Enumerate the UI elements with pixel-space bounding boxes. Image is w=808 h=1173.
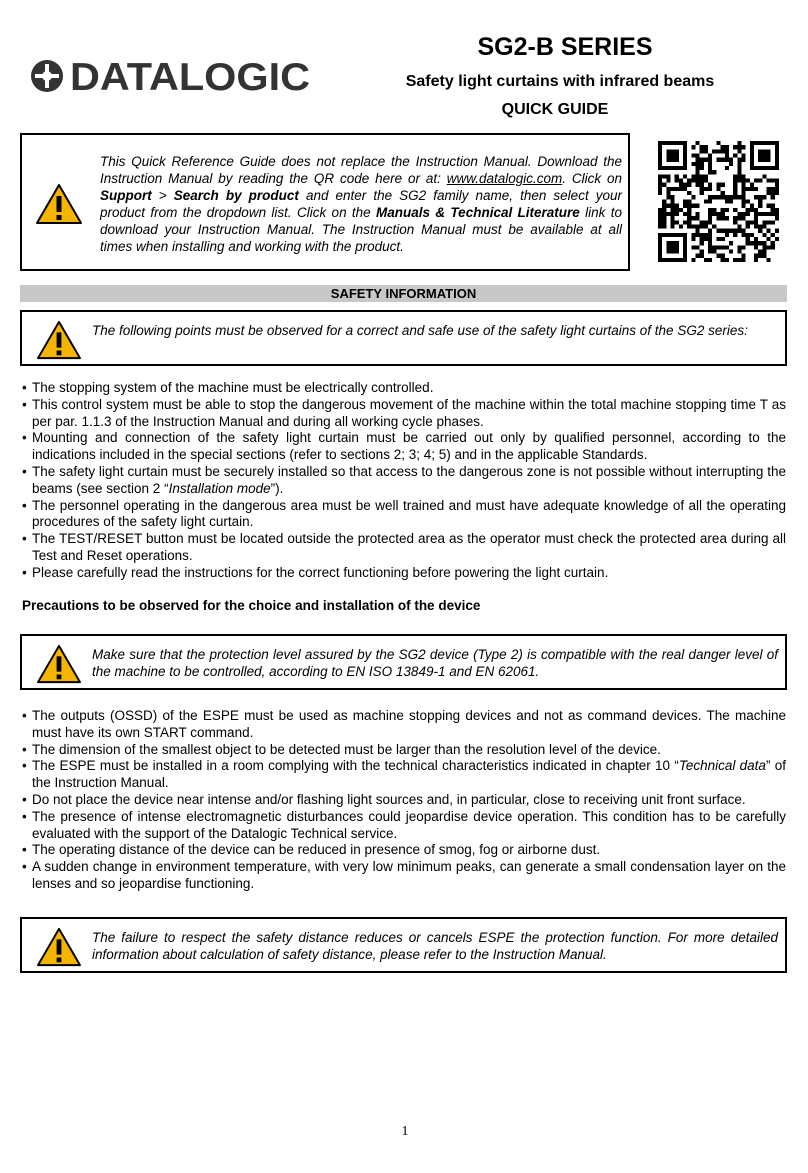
- list-item: • The operating distance of the device can be reduced in presence of smog, fog or airborne dust.: [22, 842, 786, 859]
- page-number: 1: [401, 1124, 409, 1139]
- safety-warning-text: The following points must be observed for a correct and safe use of the safety light curtains of the SG2 series:: [92, 323, 748, 338]
- list-item: • The stopping system of the machine must be electrically controlled.: [22, 380, 786, 397]
- warning-icon: [34, 182, 84, 226]
- qr-code[interactable]: [658, 141, 779, 262]
- list-item: • Please carefully read the instructions for the correct functioning before powering the light curtain.: [22, 565, 786, 582]
- logo-text: DATALOGIC: [70, 57, 310, 95]
- safety-information-heading: SAFETY INFORMATION: [20, 285, 787, 302]
- warning-icon: [34, 643, 84, 685]
- datalogic-logo: [28, 57, 313, 95]
- quick-guide-label: QUICK GUIDE: [501, 101, 609, 118]
- warning-icon: [34, 926, 84, 968]
- list-item: • Mounting and connection of the safety light curtain must be carried out only by qualified personnel, according to the indications included in the special sections (refer to sections 2; 3; 4; 5) and in the applicable Standards.: [22, 430, 786, 464]
- list-item: • The outputs (OSSD) of the ESPE must be used as machine stopping devices and not as command devices. The machine must have its own START command.: [22, 708, 786, 742]
- warning-icon: [34, 319, 84, 361]
- precautions-list: [22, 708, 786, 893]
- datalogic-link[interactable]: www.datalogic.com: [446, 171, 563, 186]
- precautions-heading: Precautions to be observed for the choice and installation of the device: [22, 598, 481, 613]
- list-item: • The TEST/RESET button must be located outside the protected area as the operator must check the protected area during all Test and Reset operations.: [22, 531, 786, 565]
- series-title: SG2-B SERIES: [477, 33, 653, 61]
- subtitle: Safety light curtains with infrared beams: [405, 73, 715, 90]
- distance-warning-text: The failure to respect the safety distance reduces or cancels ESPE the protection function. For more detailed information about calculation of safety distance, please refer to the Instruction Manual.: [92, 930, 778, 962]
- list-item: • The presence of intense electromagnetic disturbances could jeopardise device operation. This condition has to be carefully evaluated with the support of the Datalogic Technical service.: [22, 809, 786, 843]
- list-item: • The dimension of the smallest object to be detected must be larger than the resolution level of the device.: [22, 742, 786, 759]
- notice-text: This Quick Reference Guide does not replace the Instruction Manual. Download the Instruction Manual by reading the QR code here or at: www.datalogic.com. Click on Support > Search by product and enter the SG2 family name, then select your product from the dropdown list. Click on the Manuals & Technical Literature link to download your Instruction Manual. The Instruction Manual must be available at all times when installing and working with the product.: [100, 154, 623, 254]
- list-item: • A sudden change in environment temperature, with very low minimum peaks, can generate a small condensation layer on the lenses and so jeopardise functioning.: [22, 859, 786, 893]
- list-item: • The safety light curtain must be securely installed so that access to the dangerous zone is not possible without interrupting the beams (see section 2 “Installation mode”).: [22, 464, 786, 498]
- precautions-warning-text: Make sure that the protection level assured by the SG2 device (Type 2) is compatible with the real danger level of the machine to be controlled, according to EN ISO 13849-1 and EN 62061.: [92, 647, 778, 679]
- safety-list: [22, 380, 786, 582]
- safety-warning-box: [20, 310, 787, 366]
- list-item: • The personnel operating in the dangerous area must be well trained and must have adequate knowledge of all the operating procedures of the safety light curtain.: [22, 498, 786, 532]
- precautions-warning-box: [20, 634, 787, 690]
- distance-warning-box: [20, 917, 787, 973]
- list-item: • Do not place the device near intense and/or flashing light sources and, in particular, close to receiving unit front surface.: [22, 792, 786, 809]
- list-item: • The ESPE must be installed in a room complying with the technical characteristics indicated in chapter 10 “Technical data” of the Instruction Manual.: [22, 758, 786, 792]
- notice-box: [20, 133, 630, 271]
- list-item: • This control system must be able to stop the dangerous movement of the machine within the total machine stopping time T as per par. 1.1.3 of the Instruction Manual and during all working cycle phases.: [22, 397, 786, 431]
